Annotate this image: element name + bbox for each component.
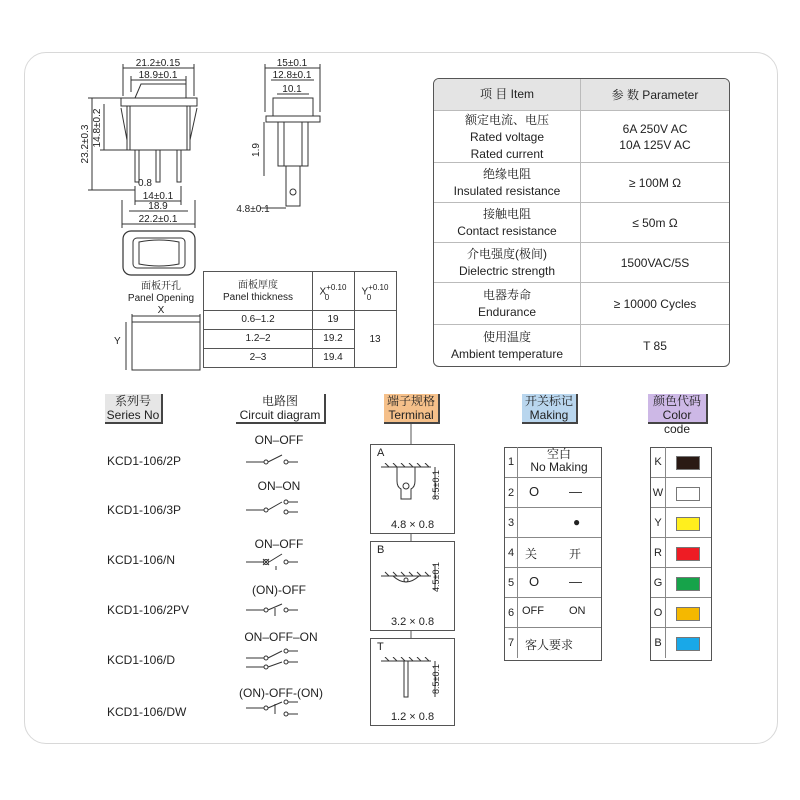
param-temperature-value: T 85 [643, 339, 667, 353]
series-head-cn: 系列号 [114, 394, 151, 408]
thickness-header [204, 280, 312, 304]
y-head: Y [361, 286, 369, 298]
dim-side-outer: 15±0.1 [276, 58, 308, 69]
series-item: KCD1-106/D [107, 653, 176, 667]
front-view-drawing [76, 56, 226, 232]
param-row-endurance [434, 282, 729, 325]
dim-front-outer: 21.2±0.15 [135, 58, 181, 69]
dim-height-body: 14.8±0.2 [92, 108, 103, 148]
param-insulation-value: ≥ 100M Ω [628, 176, 682, 190]
terminal-t-label: T [377, 641, 384, 653]
thickness-row-3: 2–3 [249, 352, 267, 363]
terminal-a-height: 8.5±0.1 [431, 470, 441, 500]
x-tol-up: +0.10 [326, 283, 347, 292]
making-num: 5 [505, 568, 518, 598]
color-swatch [676, 517, 700, 531]
terminal-b-label: B [377, 544, 385, 556]
making-row-7 [505, 627, 601, 660]
y-value: 13 [369, 334, 381, 345]
circuit-label: (ON)-OFF [252, 583, 306, 597]
color-code-table [650, 447, 712, 661]
making-row-5 [505, 567, 601, 598]
param-header-row [434, 79, 729, 110]
color-row [651, 447, 711, 477]
making-num: 7 [505, 628, 518, 658]
color-swatch [676, 637, 700, 651]
making-row5-a: O [529, 574, 540, 589]
param-contact-value: ≤ 50m Ω [632, 216, 678, 230]
series-item: KCD1-106/2P [107, 454, 182, 468]
panel-title-cn: 面板开孔 [141, 281, 181, 292]
color-swatch [676, 487, 700, 501]
param-contact-cn: 接触电阻 [482, 207, 531, 221]
circuit-head-en: Circuit diagram [239, 408, 321, 422]
param-row-rated [434, 110, 729, 163]
making-num: 1 [505, 447, 518, 477]
circuit-label: ON–OFF [254, 537, 304, 551]
series-item: KCD1-106/3P [107, 503, 182, 517]
color-letter: R [651, 538, 666, 568]
circuit-label: ON–OFF [254, 433, 304, 447]
dim-pin-pitch: 14±0.1 [142, 191, 174, 202]
color-swatch [676, 456, 700, 470]
dim-body-width: 22.2±0.1 [138, 214, 178, 225]
color-row [651, 597, 711, 628]
param-head-item: 项 目 Item [434, 79, 581, 110]
circuit-label: (ON)-OFF-(ON) [239, 686, 323, 700]
dim-pin-gap: 0.8 [138, 178, 152, 189]
making-head-cn: 开关标记 [524, 394, 573, 408]
x-row-1: 19 [327, 314, 339, 325]
param-insulation-en: Insulated resistance [453, 184, 561, 198]
terminal-a-dim: 4.8 × 0.8 [390, 519, 435, 531]
param-endurance-cn: 电器寿命 [482, 288, 531, 302]
panel-opening-title [118, 281, 204, 317]
param-endurance-value: ≥ 10000 Cycles [613, 297, 697, 311]
color-code-header [648, 394, 708, 436]
terminal-head-en: Terminal [388, 408, 434, 422]
panel-thickness-table [203, 271, 397, 368]
making-row6-a: OFF [522, 605, 544, 617]
series-head-en: Series No [106, 408, 160, 422]
making-row-4 [505, 537, 601, 568]
circuit-header [236, 394, 326, 424]
making-row5-b: — [569, 574, 582, 589]
terminal-b-drawing [379, 560, 447, 610]
dim-height-total: 23.2±0.3 [80, 124, 91, 164]
making-row4-b: 开 [569, 547, 582, 561]
circuit-head-cn: 电路图 [261, 394, 298, 408]
param-rated-en1: Rated voltage [469, 129, 545, 144]
terminal-t-height: 8.5±0.1 [431, 664, 441, 694]
param-dielectric-en: Dielectric strength [458, 264, 556, 278]
param-rated-v1: 6A 250V AC [622, 122, 688, 136]
color-row [651, 537, 711, 568]
circuit-symbols [242, 446, 322, 722]
param-head-parameter: 参 数 Parameter [611, 87, 699, 102]
dim-terminal-width: 4.8±0.1 [236, 204, 270, 215]
param-contact-en: Contact resistance [457, 224, 557, 238]
x-row-2: 19.2 [323, 333, 343, 344]
terminal-a [370, 444, 455, 534]
y-tol-low: 0 [366, 293, 372, 302]
making-num: 4 [505, 538, 518, 568]
making-table [504, 447, 602, 661]
x-head: X [319, 286, 327, 298]
terminal-t [370, 638, 455, 726]
x-tol-low: 0 [324, 293, 330, 302]
color-letter: W [651, 478, 666, 508]
making-row-1 [505, 447, 601, 477]
making-row4-a: 关 [525, 547, 538, 561]
panel-title-en: Panel Opening [127, 293, 195, 304]
series-item: KCD1-106/2PV [107, 603, 190, 617]
circuit-label: ON–OFF–ON [244, 630, 318, 644]
dim-side-mid: 12.8±0.1 [272, 70, 312, 81]
terminal-head-cn: 端子规格 [386, 394, 435, 408]
making-num: 3 [505, 508, 518, 538]
making-row1-cn: 空白 [546, 447, 571, 461]
making-head-en: Making [529, 408, 569, 422]
making-num: 6 [505, 598, 518, 628]
terminal-a-label: A [377, 447, 385, 459]
param-row-temperature [434, 324, 729, 367]
circuit-label: ON–ON [257, 479, 301, 493]
side-view-drawing [232, 56, 332, 218]
param-rated-en2: Rated current [470, 146, 544, 161]
color-row [651, 627, 711, 660]
making-row2-b: — [569, 484, 582, 499]
thickness-row-2: 1.2–2 [245, 333, 271, 344]
dim-front-inner: 18.9±0.1 [138, 70, 178, 81]
color-swatch [676, 547, 700, 561]
making-row3-b: ● [573, 515, 581, 529]
switch-illustration [121, 228, 197, 278]
param-row-insulation [434, 162, 729, 203]
color-letter: B [651, 628, 666, 658]
param-row-contact [434, 202, 729, 243]
terminal-b [370, 541, 455, 631]
terminal-b-dim: 3.2 × 0.8 [390, 616, 435, 628]
color-letter: K [651, 447, 666, 477]
terminal-b-height: 4.5±0.1 [431, 562, 441, 592]
terminal-t-dim: 1.2 × 0.8 [390, 711, 435, 723]
making-row1-en: No Making [530, 460, 588, 474]
dim-side-height: 1.9 [251, 143, 262, 157]
thickness-row-1: 0.6–1.2 [241, 314, 275, 325]
panel-x-label: X [157, 305, 165, 316]
color-swatch [676, 607, 700, 621]
series-item: KCD1-106/DW [107, 705, 187, 719]
color-letter: Y [651, 508, 666, 538]
color-row [651, 477, 711, 508]
panel-opening-drawing [110, 314, 204, 374]
color-letter: O [651, 598, 666, 628]
series-item: KCD1-106/N [107, 553, 176, 567]
color-head-en: Color code [662, 408, 692, 436]
param-temperature-en: Ambient temperature [450, 347, 564, 361]
making-row-2 [505, 477, 601, 508]
dim-base-width: 18.9 [148, 201, 168, 212]
making-header [522, 394, 578, 424]
thickness-cn: 面板厚度 [238, 280, 278, 291]
param-dielectric-cn: 介电强度(极间) [467, 247, 547, 261]
making-row-3 [505, 507, 601, 538]
color-head-cn: 颜色代码 [652, 394, 701, 408]
x-row-3: 19.4 [323, 352, 343, 363]
param-rated-cn: 额定电流、电压 [464, 112, 549, 127]
panel-y-label: Y [114, 336, 121, 347]
color-row [651, 507, 711, 538]
param-rated-v2: 10A 125V AC [619, 138, 691, 152]
color-letter: G [651, 568, 666, 598]
param-dielectric-value: 1500VAC/5S [620, 256, 690, 270]
color-swatch [676, 577, 700, 591]
making-row7-text: 客人要求 [525, 638, 574, 652]
making-row2-a: O [529, 484, 540, 499]
color-row [651, 567, 711, 598]
param-endurance-en: Endurance [477, 305, 537, 319]
y-tol-up: +0.10 [368, 283, 389, 292]
making-row-6 [505, 597, 601, 628]
param-row-dielectric [434, 242, 729, 283]
parameter-table [433, 78, 730, 367]
param-insulation-cn: 绝缘电阻 [482, 167, 531, 181]
terminal-a-drawing [379, 463, 447, 513]
terminal-t-drawing [379, 657, 447, 707]
series-header [105, 394, 163, 424]
making-num: 2 [505, 478, 518, 508]
param-temperature-cn: 使用温度 [482, 330, 531, 344]
thickness-en: Panel thickness [222, 292, 294, 303]
dim-side-inner: 10.1 [282, 84, 302, 95]
terminal-header [384, 394, 440, 424]
making-row6-b: ON [569, 605, 586, 617]
